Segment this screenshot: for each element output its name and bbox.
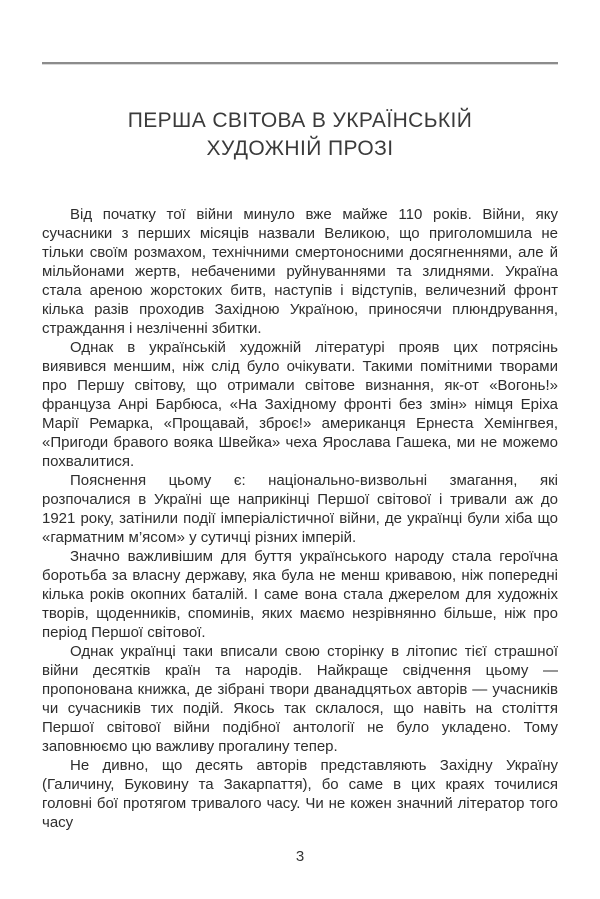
paragraph-2: Однак в українській художній літературі прояв цих потрясінь виявився меншим, ніж слід було очікувати. Такими помітними творами про Першу світову, що отримали світове визнання, як-от «Вогонь!» француза Анрі Барбюса, «На Західному фронті без змін» німця Еріха Марії Ремарка, «Прощавай, зброє!» американця Ернеста Хемінгвея, «Пригоди бравого вояка Швейка» чеха Ярослава Гашека, ми не можемо похвалитися. [42,339,558,470]
paragraph-6: Не дивно, що десять авторів представляють Західну Україну (Галичину, Буковину та Закарпаття), бо саме в цих краях точилися головні бої протягом тривалого часу. Чи не кожен значний літератор того часу [42,757,558,831]
chapter-title-line-1: ПЕРША СВІТОВА В УКРАЇНСЬКІЙ [127,109,473,132]
page-number: 3 [295,848,305,865]
paragraph-4: Значно важливішим для буття українського народу стала героїчна боротьба за власну державу, яка була не менш кривавою, ніж попередні кілька років окопних баталій. І саме вона стала джерелом для художніх творів, щоденників, споминів, яких маємо незрівнянно більше, ніж про період Першої світової. [42,548,558,641]
body-text [42,205,558,832]
paragraph-1: Від початку тої війни минуло вже майже 110 років. Війни, яку сучасники з перших місяців назвали Великою, що приголомшила не тільки своїм розмахом, технічними смертоносними досягненнями, але й мільйонами жертв, небаченими руйнуваннями та злиднями. Україна стала ареною жорстоких битв, наступів і відступів, величезний фронт кілька разів проходив Західною Україною, приносячи плюндрування, страждання і незліченні збитки. [42,206,558,337]
paragraph-3: Пояснення цьому є: національно-визвольні змагання, які розпочалися в Україні ще наприкінці Першої світової і тривали аж до 1921 року, затінили події імперіалістичної війни, де українці були хіба що «гарматним м’ясом» у сутичці різних імперій. [42,472,558,546]
header-rule [42,62,558,65]
chapter-title [42,107,558,163]
paragraph-5: Однак українці таки вписали свою сторінку в літопис тієї страшної війни десятків країн та народів. Найкраще свідчення цьому — пропонована книжка, де зібрані твори дванадцятьох авторів — учасників чи сучасників тих подій. Якось так склалося, що навіть на століття Першої світової війни подібної антології не було укладено. Тому заповнюємо цю важливу прогалину тепер. [42,643,558,755]
chapter-title-line-2: ХУДОЖНІЙ ПРОЗІ [206,137,394,160]
